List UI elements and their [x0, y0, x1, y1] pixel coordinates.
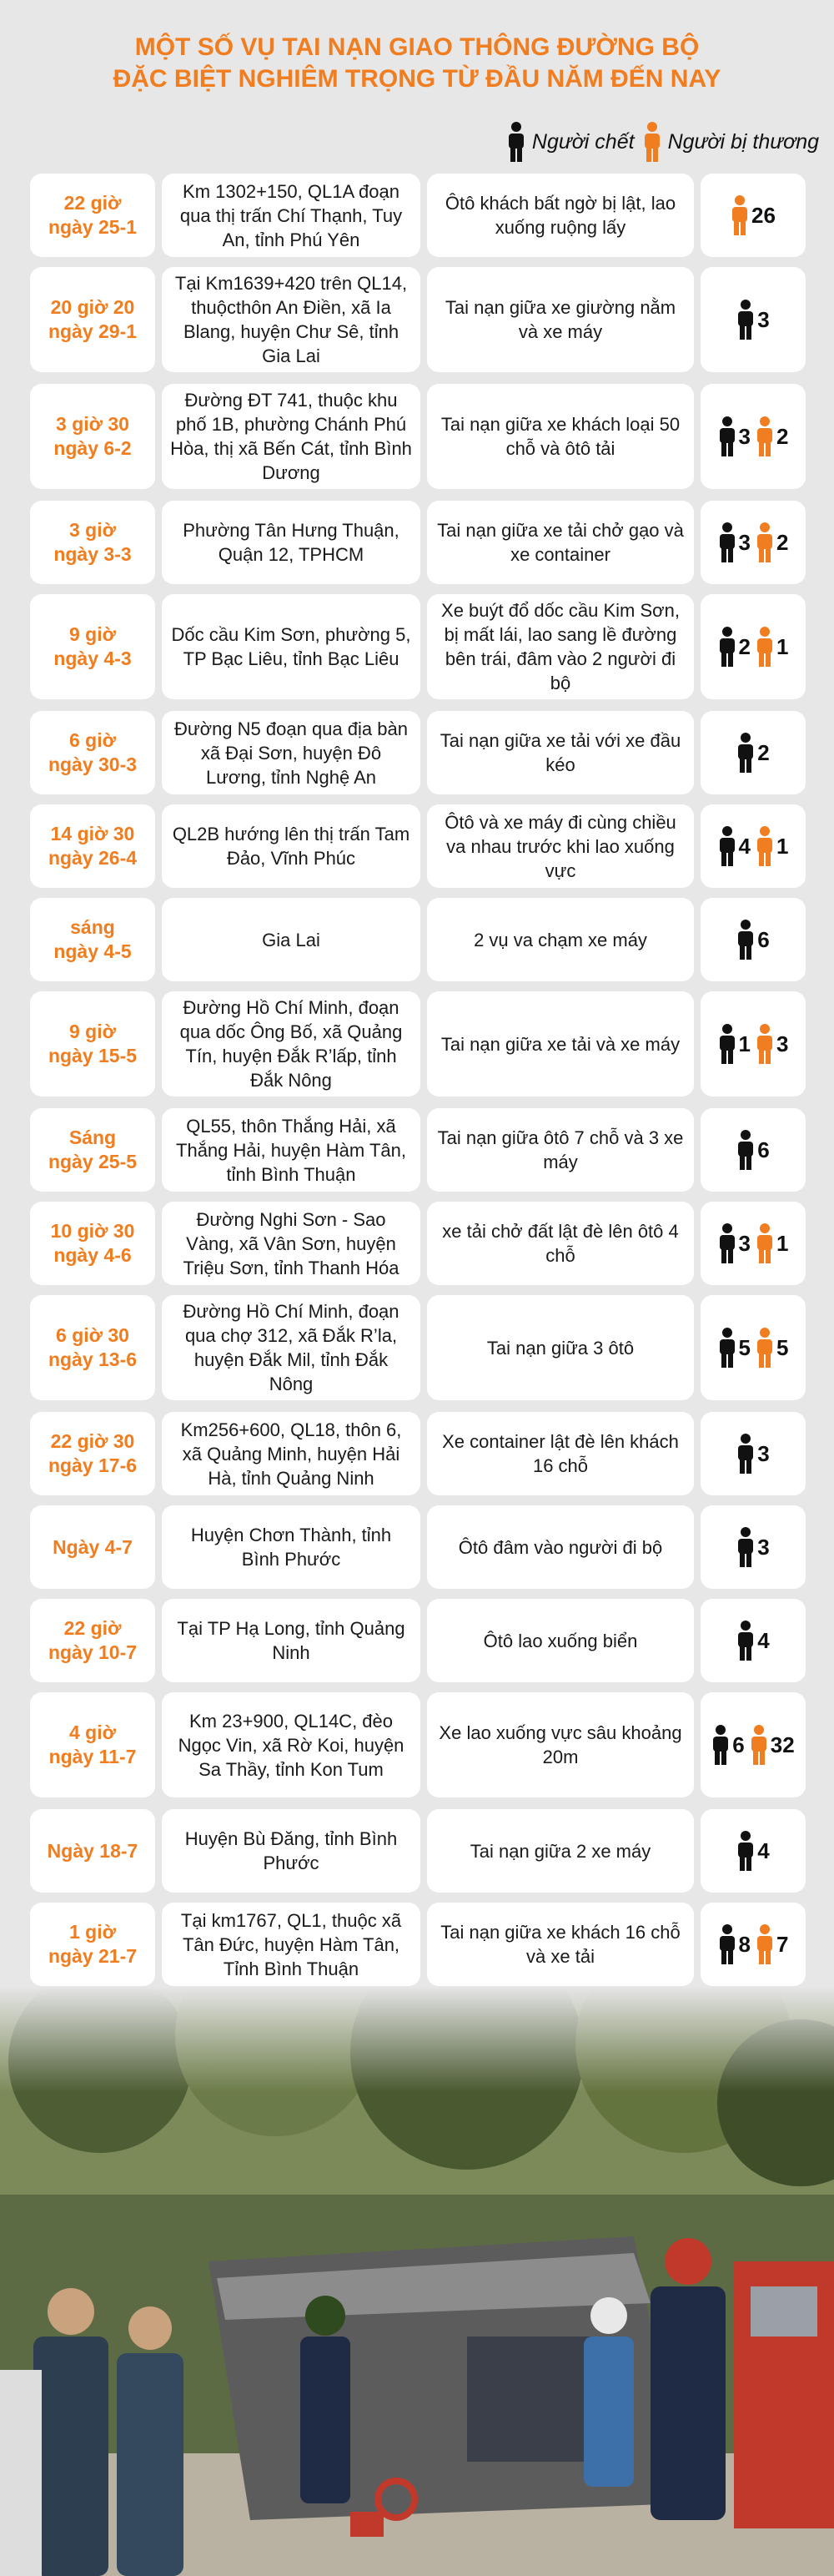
row-event: Tai nạn giữa ôtô 7 chỗ và 3 xe máy — [427, 1108, 694, 1192]
dead-count — [736, 1831, 769, 1871]
injured-count — [756, 1223, 788, 1263]
person-injured-icon — [756, 1924, 774, 1964]
dead-count-value: 3 — [738, 423, 751, 449]
dead-count-value: 6 — [732, 1732, 745, 1757]
dead-count — [718, 627, 751, 667]
row-time: 6 giờ 30 ngày 13-6 — [30, 1295, 155, 1400]
row-time: 22 giờ ngày 25-1 — [30, 174, 155, 257]
person-dead-icon — [718, 416, 736, 456]
row-casualties — [701, 1692, 806, 1797]
row-event: Tai nạn giữa 2 xe máy — [427, 1809, 694, 1893]
row-location: Km 23+900, QL14C, đèo Ngọc Vin, xã Rờ Koi, huyện Sa Thầy, tỉnh Kon Tum — [162, 1692, 420, 1797]
row-location: Huyện Bù Đăng, tỉnh Bình Phước — [162, 1809, 420, 1893]
injured-count-value: 7 — [776, 1931, 789, 1957]
accident-scene-photo — [0, 1986, 834, 2576]
person-injured-icon — [756, 1328, 774, 1368]
person-injured-icon — [756, 1024, 774, 1064]
person-dead-icon — [736, 1621, 755, 1661]
dead-count-value: 4 — [757, 1627, 770, 1653]
dead-count — [718, 416, 751, 456]
row-casualties — [701, 1505, 806, 1589]
row-location: Đường ĐT 741, thuộc khu phố 1B, phường Chánh Phú Hòa, thị xã Bến Cát, tỉnh Bình Dương — [162, 384, 420, 489]
dead-count-value: 2 — [757, 739, 770, 765]
table-row — [30, 898, 806, 981]
row-time: Ngày 4-7 — [30, 1505, 155, 1589]
dead-count — [718, 1328, 751, 1368]
row-location: Km 1302+150, QL1A đoạn qua thị trấn Chí Thạnh, Tuy An, tỉnh Phú Yên — [162, 174, 420, 257]
row-location: QL2B hướng lên thị trấn Tam Đảo, Vĩnh Phúc — [162, 804, 420, 888]
dead-count — [736, 300, 769, 340]
person-dead-icon — [718, 522, 736, 562]
row-casualties — [701, 1202, 806, 1285]
row-casualties — [701, 991, 806, 1096]
row-location: Đường Hồ Chí Minh, đoạn qua chợ 312, xã Đắk R’la, huyện Đắk Mil, tỉnh Đắk Nông — [162, 1295, 420, 1400]
dead-count-value: 6 — [757, 926, 770, 952]
injured-count — [756, 522, 788, 562]
table-row — [30, 1903, 806, 1986]
row-location: QL55, thôn Thắng Hải, xã Thắng Hải, huyện Hàm Tân, tỉnh Bình Thuận — [162, 1108, 420, 1192]
injured-count — [731, 195, 776, 235]
row-event: Tai nạn giữa xe tải và xe máy — [427, 991, 694, 1096]
row-casualties — [701, 1412, 806, 1495]
row-event: Ôtô lao xuống biển — [427, 1599, 694, 1682]
row-time: 4 giờ ngày 11-7 — [30, 1692, 155, 1797]
person-injured-icon — [756, 416, 774, 456]
row-time: 9 giờ ngày 15-5 — [30, 991, 155, 1096]
table-row — [30, 1295, 806, 1400]
table-row — [30, 1692, 806, 1797]
table-row — [30, 991, 806, 1096]
table-row — [30, 267, 806, 372]
dead-count-value: 3 — [757, 1440, 770, 1466]
person-dead-icon — [736, 920, 755, 960]
row-time: 3 giờ 30 ngày 6-2 — [30, 384, 155, 489]
injured-count — [756, 1328, 788, 1368]
legend-injured-label: Người bị thương — [667, 129, 819, 154]
person-injured-icon — [750, 1725, 768, 1765]
row-time: 3 giờ ngày 3-3 — [30, 501, 155, 584]
person-dead-icon — [718, 627, 736, 667]
row-casualties — [701, 594, 806, 699]
injured-count-value: 32 — [770, 1732, 795, 1757]
table-row — [30, 1505, 806, 1589]
person-injured-icon — [756, 522, 774, 562]
injured-count-value: 2 — [776, 529, 789, 555]
table-row — [30, 711, 806, 794]
row-casualties — [701, 1903, 806, 1986]
person-injured-icon — [643, 122, 661, 162]
person-dead-icon — [718, 1223, 736, 1263]
table-row — [30, 384, 806, 489]
row-event: Tai nạn giữa xe giường nằm và xe máy — [427, 267, 694, 372]
row-event: Xe buýt đổ dốc cầu Kim Sơn, bị mất lái, lao sang lề đường bên trái, đâm vào 2 người đi bộ — [427, 594, 694, 699]
dead-count-value: 6 — [757, 1137, 770, 1162]
row-event: xe tải chở đất lật đè lên ôtô 4 chỗ — [427, 1202, 694, 1285]
injured-count-value: 1 — [776, 633, 789, 659]
row-time: 6 giờ ngày 30-3 — [30, 711, 155, 794]
dead-count-value: 4 — [757, 1837, 770, 1863]
row-casualties — [701, 1599, 806, 1682]
dead-count — [718, 522, 751, 562]
table-row — [30, 594, 806, 699]
person-dead-icon — [736, 1831, 755, 1871]
row-location: Gia Lai — [162, 898, 420, 981]
person-dead-icon — [736, 1434, 755, 1474]
person-dead-icon — [736, 1130, 755, 1170]
row-time: sáng ngày 4-5 — [30, 898, 155, 981]
row-location: Tại TP Hạ Long, tỉnh Quảng Ninh — [162, 1599, 420, 1682]
dead-count-value: 8 — [738, 1931, 751, 1957]
dead-count-value: 3 — [757, 1534, 770, 1560]
person-dead-icon — [736, 300, 755, 340]
row-event: Tai nạn giữa xe tải với xe đầu kéo — [427, 711, 694, 794]
person-dead-icon — [718, 826, 736, 866]
legend — [507, 117, 819, 167]
table-row — [30, 174, 806, 257]
injured-count-value: 2 — [776, 423, 789, 449]
dead-count-value: 3 — [738, 529, 751, 555]
dead-count-value: 2 — [738, 633, 751, 659]
injured-count-value: 5 — [776, 1334, 789, 1360]
injured-count-value: 1 — [776, 833, 789, 859]
injured-count-value: 26 — [751, 202, 776, 228]
injured-count — [756, 1924, 788, 1964]
row-time: Sáng ngày 25-5 — [30, 1108, 155, 1192]
person-dead-icon — [507, 122, 525, 162]
dead-count — [711, 1725, 744, 1765]
row-casualties — [701, 1295, 806, 1400]
title-line-2: ĐẶC BIỆT NGHIÊM TRỌNG TỪ ĐẦU NĂM ĐẾN NAY — [113, 65, 721, 93]
row-casualties — [701, 174, 806, 257]
row-casualties — [701, 267, 806, 372]
row-casualties — [701, 384, 806, 489]
row-location: Đường N5 đoạn qua địa bàn xã Đại Sơn, huyện Đô Lương, tỉnh Nghệ An — [162, 711, 420, 794]
page-title — [0, 32, 834, 95]
person-dead-icon — [718, 1024, 736, 1064]
row-casualties — [701, 711, 806, 794]
row-time: Ngày 18-7 — [30, 1809, 155, 1893]
person-dead-icon — [718, 1328, 736, 1368]
row-event: Tai nạn giữa xe tải chở gạo và xe container — [427, 501, 694, 584]
dead-count — [736, 1434, 769, 1474]
row-location: Tại km1767, QL1, thuộc xã Tân Đức, huyện Hàm Tân, Tỉnh Bình Thuận — [162, 1903, 420, 1986]
row-event: Xe container lật đè lên khách 16 chỗ — [427, 1412, 694, 1495]
row-location: Km256+600, QL18, thôn 6, xã Quảng Minh, huyện Hải Hà, tỉnh Quảng Ninh — [162, 1412, 420, 1495]
row-event: 2 vụ va chạm xe máy — [427, 898, 694, 981]
row-time: 9 giờ ngày 4-3 — [30, 594, 155, 699]
row-location: Dốc cầu Kim Sơn, phường 5, TP Bạc Liêu, tỉnh Bạc Liêu — [162, 594, 420, 699]
dead-count — [736, 920, 769, 960]
row-time: 22 giờ 30 ngày 17-6 — [30, 1412, 155, 1495]
table-row — [30, 1202, 806, 1285]
legend-injured — [643, 122, 819, 162]
dead-count-value: 5 — [738, 1334, 751, 1360]
dead-count — [718, 1223, 751, 1263]
table-row — [30, 1599, 806, 1682]
row-time: 22 giờ ngày 10-7 — [30, 1599, 155, 1682]
row-event: Tai nạn giữa xe khách loại 50 chỗ và ôtô tải — [427, 384, 694, 489]
row-event: Ôtô khách bất ngờ bị lật, lao xuống ruộng lấy — [427, 174, 694, 257]
row-location: Phường Tân Hưng Thuận, Quận 12, TPHCM — [162, 501, 420, 584]
dead-count-value: 3 — [738, 1230, 751, 1256]
person-injured-icon — [756, 826, 774, 866]
injured-count-value: 1 — [776, 1230, 789, 1256]
row-casualties — [701, 501, 806, 584]
row-event: Ôtô đâm vào người đi bộ — [427, 1505, 694, 1589]
table-row — [30, 501, 806, 584]
row-event: Tai nạn giữa 3 ôtô — [427, 1295, 694, 1400]
dead-count — [718, 826, 751, 866]
dead-count — [736, 1621, 769, 1661]
row-event: Tai nạn giữa xe khách 16 chỗ và xe tải — [427, 1903, 694, 1986]
row-location: Đường Hồ Chí Minh, đoạn qua dốc Ông Bố, xã Quảng Tín, huyện Đắk R’lấp, tỉnh Đắk Nông — [162, 991, 420, 1096]
injured-count — [756, 627, 788, 667]
dead-count — [736, 733, 769, 773]
row-casualties — [701, 898, 806, 981]
dead-count-value: 4 — [738, 833, 751, 859]
row-time: 10 giờ 30 ngày 4-6 — [30, 1202, 155, 1285]
person-dead-icon — [736, 1527, 755, 1567]
table-row — [30, 804, 806, 888]
row-casualties — [701, 804, 806, 888]
row-location: Đường Nghi Sơn - Sao Vàng, xã Vân Sơn, huyện Triệu Sơn, tỉnh Thanh Hóa — [162, 1202, 420, 1285]
legend-dead — [507, 122, 635, 162]
row-event: Xe lao xuống vực sâu khoảng 20m — [427, 1692, 694, 1797]
table-row — [30, 1809, 806, 1893]
person-injured-icon — [731, 195, 749, 235]
table-row — [30, 1108, 806, 1192]
row-time: 14 giờ 30 ngày 26-4 — [30, 804, 155, 888]
injured-count — [756, 826, 788, 866]
person-dead-icon — [711, 1725, 730, 1765]
injured-count — [750, 1725, 795, 1765]
row-time: 1 giờ ngày 21-7 — [30, 1903, 155, 1986]
row-casualties — [701, 1809, 806, 1893]
row-time: 20 giờ 20 ngày 29-1 — [30, 267, 155, 372]
dead-count-value: 3 — [757, 306, 770, 332]
dead-count — [718, 1924, 751, 1964]
person-injured-icon — [756, 627, 774, 667]
row-event: Ôtô và xe máy đi cùng chiều va nhau trước khi lao xuống vực — [427, 804, 694, 888]
injured-count-value: 3 — [776, 1031, 789, 1056]
legend-dead-label: Người chết — [531, 129, 635, 154]
dead-count — [736, 1130, 769, 1170]
row-casualties — [701, 1108, 806, 1192]
table-row — [30, 1412, 806, 1495]
person-dead-icon — [718, 1924, 736, 1964]
dead-count-value: 1 — [738, 1031, 751, 1056]
row-location: Huyện Chơn Thành, tỉnh Bình Phước — [162, 1505, 420, 1589]
dead-count — [736, 1527, 769, 1567]
person-dead-icon — [736, 733, 755, 773]
row-location: Tại Km1639+420 trên QL14, thuộcthôn An Điền, xã Ia Blang, huyện Chư Sê, tỉnh Gia Lai — [162, 267, 420, 372]
injured-count — [756, 416, 788, 456]
title-line-1: MỘT SỐ VỤ TAI NẠN GIAO THÔNG ĐƯỜNG BỘ — [134, 33, 700, 61]
injured-count — [756, 1024, 788, 1064]
person-injured-icon — [756, 1223, 774, 1263]
dead-count — [718, 1024, 751, 1064]
